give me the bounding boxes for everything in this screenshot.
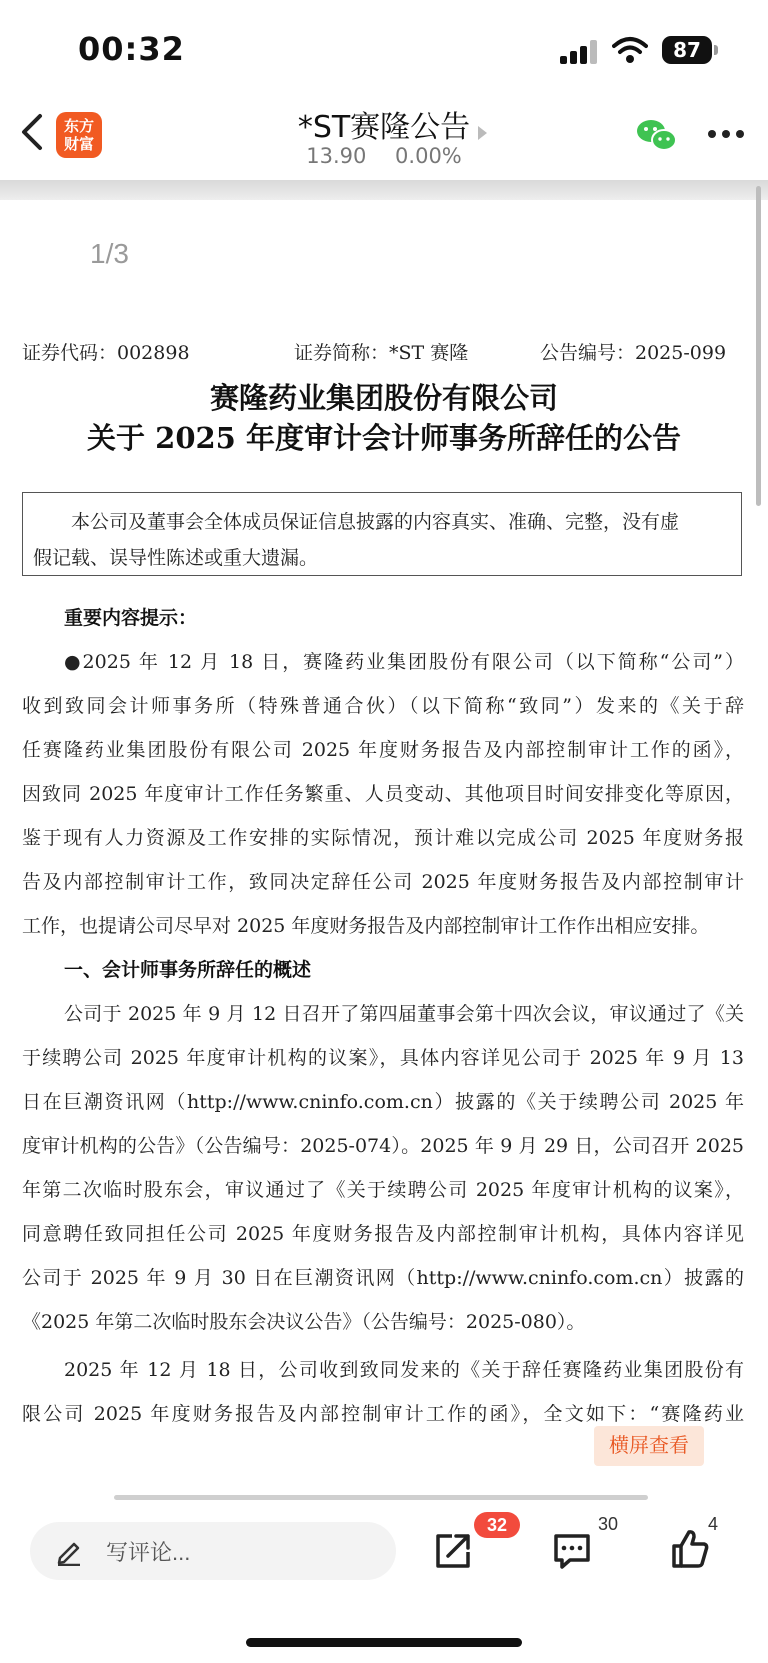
- wechat-share-icon[interactable]: [636, 118, 678, 154]
- horizontal-scrollbar[interactable]: [114, 1495, 648, 1500]
- document-title-line-2: 关于 2025 年度审计会计师事务所辞任的公告: [87, 421, 681, 455]
- status-time: 00:32: [78, 30, 185, 68]
- paragraph-line: 同意聘任致同担任公司 2025 年度财务报告及内部控制审计机构，具体内容详见: [22, 1223, 744, 1245]
- page-title: *ST赛隆公告: [297, 110, 471, 145]
- document-viewer[interactable]: [0, 200, 768, 1510]
- share-count-badge: 32: [474, 1512, 520, 1538]
- more-options-icon[interactable]: [708, 130, 744, 140]
- cellular-signal-icon: [560, 40, 600, 64]
- paragraph-line: 于续聘公司 2025 年度审计机构的议案》，具体内容详见公司于 2025 年 9 月 13: [22, 1047, 744, 1069]
- paragraph-line: 年第二次临时股东会，审议通过了《关于续聘公司 2025 年度审计机构的议案》，: [22, 1179, 744, 1201]
- bottom-action-bar: [0, 1510, 768, 1663]
- paragraph-line: 收到致同会计师事务所（特殊普通合伙）（以下简称“致同”）发来的《关于辞: [22, 695, 744, 717]
- likes-count: 4: [708, 1514, 719, 1534]
- paragraph-line: 任赛隆药业集团股份有限公司 2025 年度财务报告及内部控制审计工作的函》，: [22, 739, 744, 761]
- header-divider: [0, 180, 768, 200]
- share-icon[interactable]: [432, 1530, 474, 1572]
- pencil-icon: [54, 1536, 84, 1566]
- app-logo-text-2: 财富: [63, 135, 94, 153]
- comments-icon[interactable]: [552, 1532, 592, 1570]
- paragraph-line: 因致同 2025 年度审计工作任务繁重、人员变动、其他项目时间安排变化等原因，: [22, 783, 744, 805]
- paragraph-line: 工作，也提请公司尽早对 2025 年度财务报告及内部控制审计工作作出相应安排。: [22, 915, 710, 937]
- paragraph-line: 度审计机构的公告》（公告编号：2025-074）。2025 年 9 月 29 日，公司召开 2025: [22, 1135, 744, 1157]
- notice-line-1: 本公司及董事会全体成员保证信息披露的内容真实、准确、完整，没有虚: [71, 511, 680, 533]
- section-1-heading: 一、会计师事务所辞任的概述: [64, 959, 312, 981]
- expand-arrow-icon[interactable]: [478, 126, 487, 140]
- status-bar: [0, 0, 768, 96]
- security-code: 证券代码：002898: [22, 342, 190, 364]
- paragraph-line: 2025 年 12 月 18 日，公司收到致同发来的《关于辞任赛隆药业集团股份有: [64, 1359, 744, 1381]
- document-title-line-1: 赛隆药业集团股份有限公司: [209, 381, 558, 415]
- paragraph-line: 日在巨潮资讯网（http://www.cninfo.com.cn）披露的《关于续聘公司 2025 年: [22, 1091, 744, 1113]
- security-short-name: 证券简称：*ST 赛隆: [294, 342, 469, 364]
- thumbs-up-icon[interactable]: [670, 1528, 710, 1570]
- landscape-view-button[interactable]: 横屏查看: [594, 1426, 704, 1466]
- paragraph-line: 《2025 年第二次临时股东会决议公告》（公告编号：2025-080）。: [22, 1311, 586, 1333]
- paragraph-line: 鉴于现有人力资源及工作安排的实际情况，预计难以完成公司 2025 年度财务报: [22, 827, 744, 849]
- paragraph-line: 告及内部控制审计工作，致同决定辞任公司 2025 年度财务报告及内部控制审计: [22, 871, 744, 893]
- comment-input[interactable]: [30, 1522, 396, 1580]
- page-indicator: 1/3: [90, 238, 129, 269]
- paragraph-line: 限公司 2025 年度财务报告及内部控制审计工作的函》，全文如下：“赛隆药业: [22, 1403, 744, 1425]
- paragraph-line: 公司于 2025 年 9 月 12 日召开了第四届董事会第十四次会议，审议通过了《关: [64, 1003, 744, 1025]
- stock-change-pct: 0.00%: [395, 144, 462, 168]
- comments-count: 30: [598, 1514, 619, 1534]
- important-notes-heading: 重要内容提示：: [64, 607, 198, 629]
- app-logo-text-1: 东方: [63, 117, 94, 135]
- notice-line-2: 假记载、误导性陈述或重大遗漏。: [33, 547, 319, 569]
- stock-price: 13.90: [306, 144, 367, 168]
- paragraph-line: ●2025 年 12 月 18 日，赛隆药业集团股份有限公司（以下简称“公司”）: [64, 651, 744, 673]
- notice-box: [22, 492, 742, 576]
- battery-indicator: 87: [662, 36, 712, 64]
- paragraph-line: 公司于 2025 年 9 月 30 日在巨潮资讯网（http://www.cninfo.com.cn）披露的: [22, 1267, 744, 1289]
- home-indicator[interactable]: [246, 1638, 522, 1647]
- comment-placeholder: 写评论...: [106, 1540, 191, 1565]
- announcement-number: 公告编号：2025-099: [540, 342, 727, 364]
- nav-header: [0, 96, 768, 180]
- battery-tip: [714, 45, 718, 55]
- wifi-icon: [612, 36, 648, 64]
